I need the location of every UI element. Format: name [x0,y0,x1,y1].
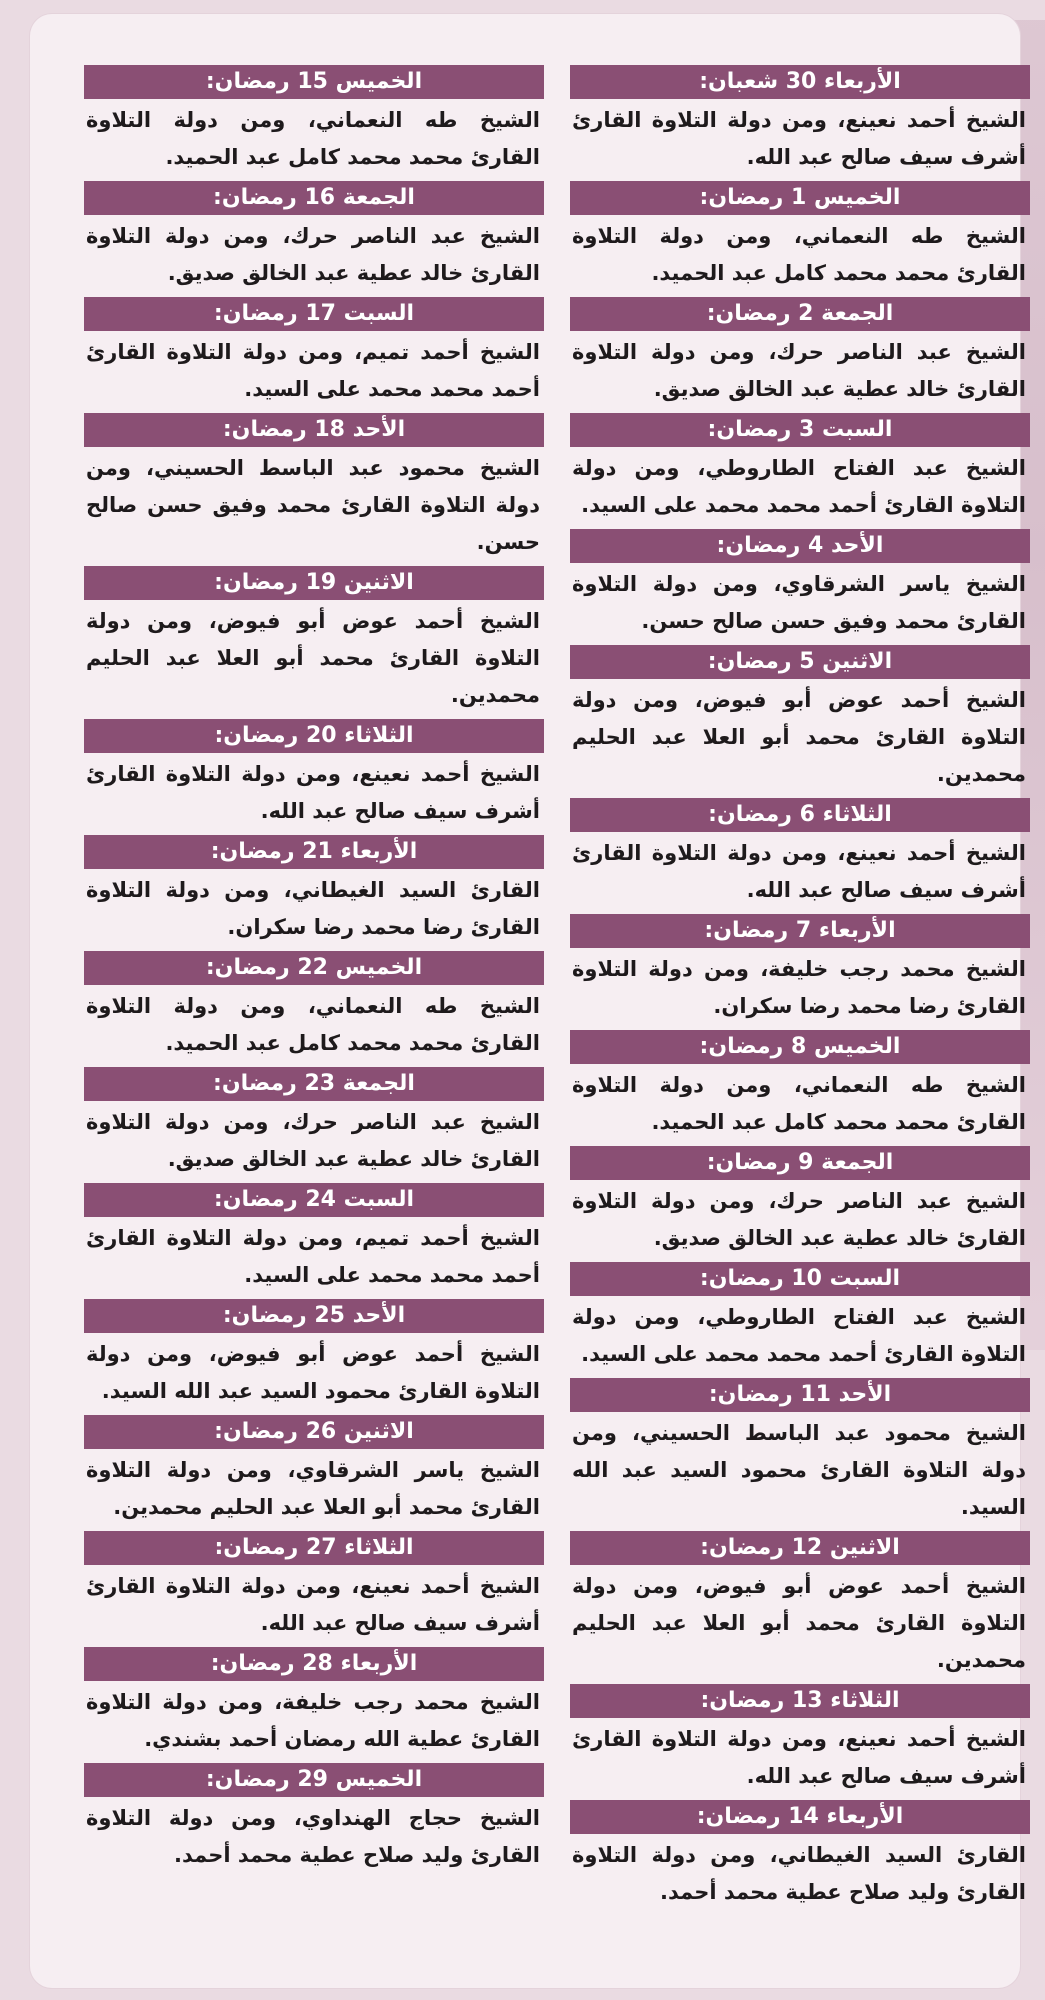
day-heading: الثلاثاء 6 رمضان: [570,798,1030,832]
reciters-text: الشيخ أحمد عوض أبو فيوض، ومن دولة التلاوة القارئ محمد أبو العلا عبد الحليم محمدين. [86,609,540,707]
schedule-entry [570,1378,1030,1531]
day-heading: الخميس 1 رمضان: [570,181,1030,215]
reciters-text: الشيخ عبد الفتاح الطاروطي، ومن دولة التلاوة القارئ أحمد محمد محمد على السيد. [572,1305,1026,1366]
reciters-text: القارئ السيد الغيطاني، ومن دولة التلاوة القارئ رضا محمد رضا سكران. [86,878,540,939]
day-heading: الاثنين 19 رمضان: [84,566,544,600]
schedule-entry [84,181,544,297]
day-heading: الجمعة 9 رمضان: [570,1146,1030,1180]
reciters-text: القارئ السيد الغيطاني، ومن دولة التلاوة القارئ وليد صلاح عطية محمد أحمد. [572,1843,1026,1904]
schedule-entry [84,1183,544,1299]
day-heading: الأربعاء 30 شعبان: [570,65,1030,99]
schedule-entry [570,65,1030,181]
day-heading: السبت 3 رمضان: [570,413,1030,447]
schedule-entry [570,181,1030,297]
schedule-entry [570,1684,1030,1800]
schedule-entry [84,65,544,181]
schedule-entry [570,1531,1030,1684]
schedule-entry [84,951,544,1067]
reciters-text: الشيخ عبد الناصر حرك، ومن دولة التلاوة القارئ خالد عطية عبد الخالق صديق. [86,1110,540,1171]
day-heading: الثلاثاء 13 رمضان: [570,1684,1030,1718]
day-heading: الأربعاء 28 رمضان: [84,1647,544,1681]
reciters-text: الشيخ محمود عبد الباسط الحسيني، ومن دولة التلاوة القارئ محمد وفيق حسن صالح حسن. [86,456,540,554]
day-heading: الأحد 25 رمضان: [84,1299,544,1333]
day-heading: الجمعة 16 رمضان: [84,181,544,215]
reciters-text: الشيخ عبد الناصر حرك، ومن دولة التلاوة القارئ خالد عطية عبد الخالق صديق. [572,340,1026,401]
day-heading: الثلاثاء 20 رمضان: [84,719,544,753]
schedule-entry [570,1146,1030,1262]
schedule-panel [30,14,1026,1988]
schedule-entry [570,297,1030,413]
day-heading: الاثنين 26 رمضان: [84,1415,544,1449]
reciters-text: الشيخ أحمد عوض أبو فيوض، ومن دولة التلاوة القارئ محمد أبو العلا عبد الحليم محمدين. [572,1574,1026,1672]
reciters-text: الشيخ عبد الناصر حرك، ومن دولة التلاوة القارئ خالد عطية عبد الخالق صديق. [572,1189,1026,1250]
schedule-column-right [570,65,1030,1916]
schedule-entry [84,1763,544,1879]
day-heading: الخميس 29 رمضان: [84,1763,544,1797]
reciters-text: الشيخ أحمد نعينع، ومن دولة التلاوة القارئ أشرف سيف صالح عبد الله. [86,1574,540,1635]
reciters-text: الشيخ حجاج الهنداوي، ومن دولة التلاوة القارئ وليد صلاح عطية محمد أحمد. [86,1806,540,1867]
schedule-entry [84,1299,544,1415]
reciters-text: الشيخ أحمد نعينع، ومن دولة التلاوة القارئ أشرف سيف صالح عبد الله. [572,841,1026,902]
day-heading: الأربعاء 14 رمضان: [570,1800,1030,1834]
day-heading: الاثنين 12 رمضان: [570,1531,1030,1565]
schedule-entry [570,1262,1030,1378]
reciters-text: الشيخ أحمد نعينع، ومن دولة التلاوة القارئ أشرف سيف صالح عبد الله. [572,108,1026,169]
schedule-entry [84,413,544,566]
day-heading: الأحد 18 رمضان: [84,413,544,447]
schedule-entry [84,566,544,719]
reciters-text: الشيخ طه النعماني، ومن دولة التلاوة القارئ محمد محمد كامل عبد الحميد. [572,224,1026,285]
reciters-text: الشيخ عبد الفتاح الطاروطي، ومن دولة التلاوة القارئ أحمد محمد محمد على السيد. [572,456,1026,517]
schedule-entry [84,1647,544,1763]
schedule-entry [570,529,1030,645]
schedule-entry [84,1531,544,1647]
schedule-entry [570,798,1030,914]
schedule-entry [570,1030,1030,1146]
day-heading: الأربعاء 7 رمضان: [570,914,1030,948]
reciters-text: الشيخ أحمد تميم، ومن دولة التلاوة القارئ أحمد محمد محمد على السيد. [86,1226,540,1287]
day-heading: الاثنين 5 رمضان: [570,645,1030,679]
schedule-entry [570,645,1030,798]
reciters-text: الشيخ طه النعماني، ومن دولة التلاوة القارئ محمد محمد كامل عبد الحميد. [572,1073,1026,1134]
reciters-text: الشيخ ياسر الشرقاوي، ومن دولة التلاوة القارئ محمد وفيق حسن صالح حسن. [572,572,1026,633]
schedule-entry [84,719,544,835]
schedule-entry [84,1067,544,1183]
day-heading: الأحد 11 رمضان: [570,1378,1030,1412]
reciters-text: الشيخ محمد رجب خليفة، ومن دولة التلاوة القارئ عطية الله رمضان أحمد بشندي. [86,1690,540,1751]
day-heading: الجمعة 2 رمضان: [570,297,1030,331]
schedule-entry [570,1800,1030,1916]
reciters-text: الشيخ أحمد نعينع، ومن دولة التلاوة القارئ أشرف سيف صالح عبد الله. [86,762,540,823]
schedule-entry [84,835,544,951]
reciters-text: الشيخ أحمد عوض أبو فيوض، ومن دولة التلاوة القارئ محمود السيد عبد الله السيد. [86,1342,540,1403]
day-heading: السبت 24 رمضان: [84,1183,544,1217]
reciters-text: الشيخ أحمد عوض أبو فيوض، ومن دولة التلاوة القارئ محمد أبو العلا عبد الحليم محمدين. [572,688,1026,786]
day-heading: الخميس 22 رمضان: [84,951,544,985]
schedule-entry [570,914,1030,1030]
reciters-text: الشيخ ياسر الشرقاوي، ومن دولة التلاوة القارئ محمد أبو العلا عبد الحليم محمدين. [86,1458,540,1519]
day-heading: الأربعاء 21 رمضان: [84,835,544,869]
schedule-column-left [84,65,544,1879]
reciters-text: الشيخ محمد رجب خليفة، ومن دولة التلاوة القارئ رضا محمد رضا سكران. [572,957,1026,1018]
reciters-text: الشيخ أحمد تميم، ومن دولة التلاوة القارئ أحمد محمد محمد على السيد. [86,340,540,401]
reciters-text: الشيخ عبد الناصر حرك، ومن دولة التلاوة القارئ خالد عطية عبد الخالق صديق. [86,224,540,285]
schedule-entry [570,413,1030,529]
day-heading: السبت 17 رمضان: [84,297,544,331]
reciters-text: الشيخ طه النعماني، ومن دولة التلاوة القارئ محمد محمد كامل عبد الحميد. [86,108,540,169]
day-heading: الأحد 4 رمضان: [570,529,1030,563]
reciters-text: الشيخ أحمد نعينع، ومن دولة التلاوة القارئ أشرف سيف صالح عبد الله. [572,1727,1026,1788]
day-heading: الخميس 15 رمضان: [84,65,544,99]
schedule-entry [84,297,544,413]
schedule-entry [84,1415,544,1531]
day-heading: الجمعة 23 رمضان: [84,1067,544,1101]
day-heading: السبت 10 رمضان: [570,1262,1030,1296]
reciters-text: الشيخ طه النعماني، ومن دولة التلاوة القارئ محمد محمد كامل عبد الحميد. [86,994,540,1055]
reciters-text: الشيخ محمود عبد الباسط الحسيني، ومن دولة التلاوة القارئ محمود السيد عبد الله السيد. [572,1421,1026,1519]
day-heading: الثلاثاء 27 رمضان: [84,1531,544,1565]
day-heading: الخميس 8 رمضان: [570,1030,1030,1064]
